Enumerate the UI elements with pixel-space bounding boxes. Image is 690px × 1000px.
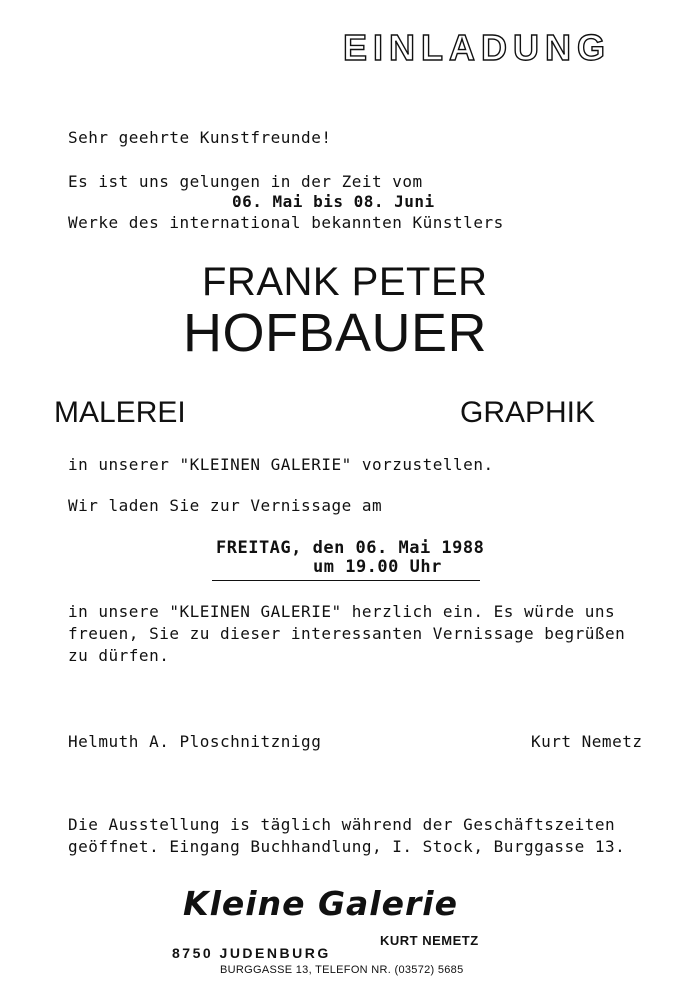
event-time: um 19.00 Uhr — [313, 557, 442, 577]
signature-left: Helmuth A. Ploschnitznigg — [68, 732, 322, 751]
artist-last-name: HOFBAUER — [183, 303, 488, 363]
signature-right: Kurt Nemetz — [531, 732, 643, 751]
gallery-address: BURGGASSE 13, TELEFON NR. (03572) 5685 — [220, 964, 464, 976]
invitation-line: Wir laden Sie zur Vernissage am — [68, 496, 383, 515]
gallery-brand: Kleine Galerie — [183, 884, 458, 923]
hours-line-1: Die Ausstellung is täglich während der Geschäftszeiten — [68, 815, 616, 834]
exhibition-dates: 06. Mai bis 08. Juni — [232, 192, 435, 211]
closing-line-2: freuen, Sie zu dieser interessanten Vernissage begrüßen — [68, 624, 626, 643]
event-underline — [212, 580, 480, 581]
closing-line-3: zu dürfen. — [68, 646, 170, 665]
gallery-city: 8750 JUDENBURG — [172, 945, 331, 961]
greeting: Sehr geehrte Kunstfreunde! — [68, 128, 332, 147]
closing-line-1: in unsere "KLEINEN GALERIE" herzlich ein. Es würde uns — [68, 602, 616, 621]
invitation-title: EINLADUNG — [343, 27, 611, 68]
discipline-painting: MALEREI — [54, 396, 186, 429]
intro-artist-line: Werke des international bekannten Künstlers — [68, 213, 504, 232]
gallery-owner: KURT NEMETZ — [380, 933, 479, 948]
intro-line: Es ist uns gelungen in der Zeit vom — [68, 172, 423, 191]
event-date: FREITAG, den 06. Mai 1988 — [216, 538, 485, 558]
hours-line-2: geöffnet. Eingang Buchhandlung, I. Stock, Burggasse 13. — [68, 837, 626, 856]
presentation-line: in unserer "KLEINEN GALERIE" vorzustellen. — [68, 455, 494, 474]
artist-first-name: FRANK PETER — [202, 260, 488, 304]
discipline-graphics: GRAPHIK — [460, 396, 596, 429]
